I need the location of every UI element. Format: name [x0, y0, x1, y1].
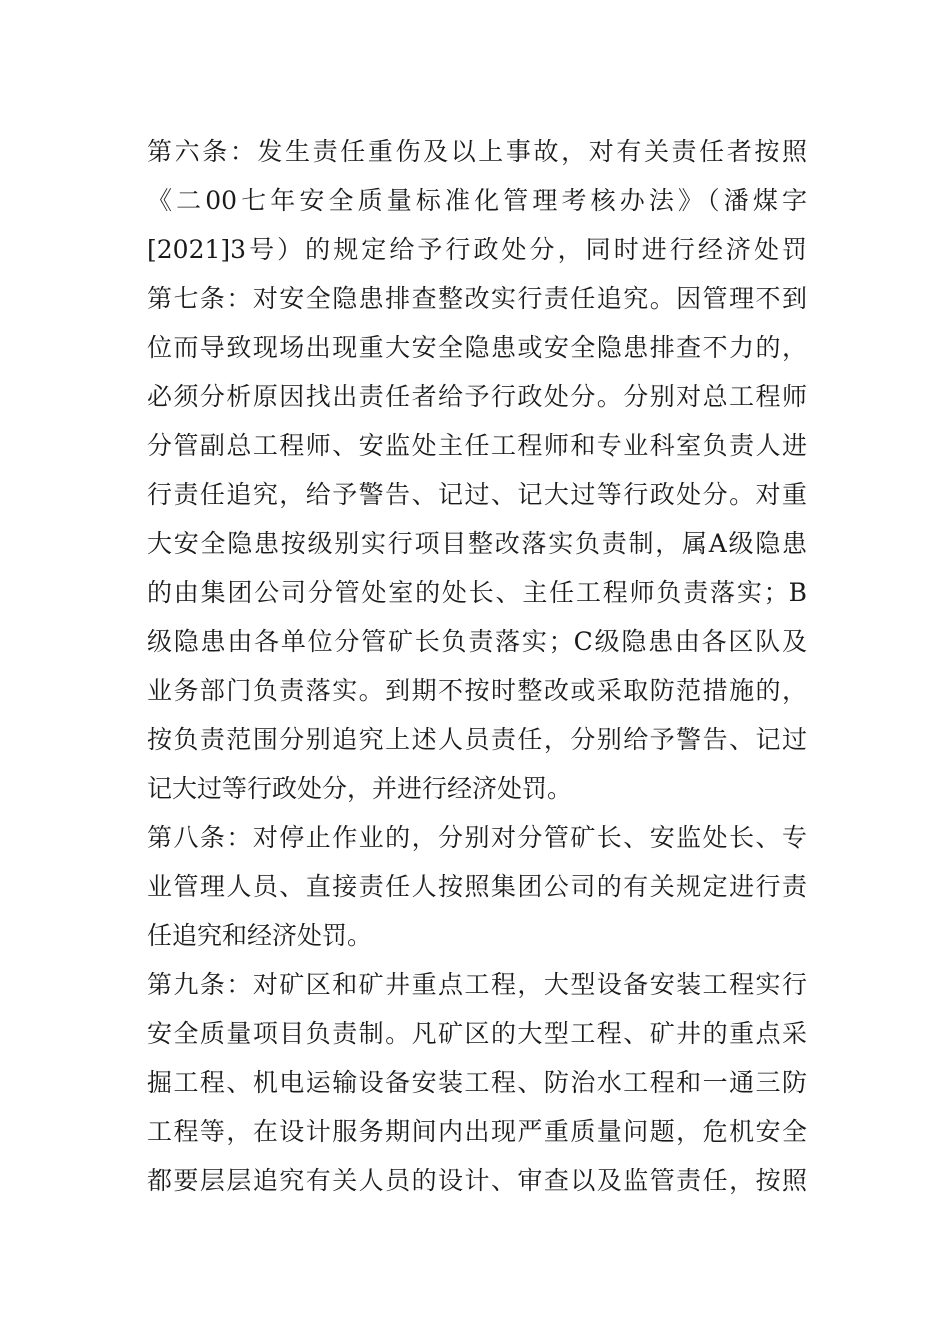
text-line: 工程等，在设计服务期间内出现严重质量问题，危机安全: [147, 1117, 807, 1146]
text-line: 记大过等行政处分，并进行经济处罚。: [147, 774, 573, 803]
text-line: 位而导致现场出现重大安全隐患或安全隐患排查不力的，: [147, 333, 807, 362]
text-line: 必须分析原因找出责任者给予行政处分。分别对总工程师: [147, 382, 807, 411]
text-line: 大安全隐患按级别实行项目整改落实负责制，属A级隐患: [147, 529, 807, 558]
text-line: 分管副总工程师、安监处主任工程师和专业科室负责人进: [147, 431, 807, 460]
text-line: 第七条：对安全隐患排查整改实行责任追究。因管理不到: [147, 284, 807, 313]
text-line: 任追究和经济处罚。: [147, 921, 373, 950]
text-line: 业务部门负责落实。到期不按时整改或采取防范措施的，: [147, 676, 807, 705]
text-line: 都要层层追究有关人员的设计、审查以及监管责任，按照: [147, 1166, 807, 1195]
text-line: 安全质量项目负责制。凡矿区的大型工程、矿井的重点采: [147, 1019, 807, 1048]
text-line: 业管理人员、直接责任人按照集团公司的有关规定进行责: [147, 872, 807, 901]
text-line: [2021]3号）的规定给予行政处分，同时进行经济处罚: [147, 235, 807, 264]
text-line: 按负责范围分别追究上述人员责任，分别给予警告、记过: [147, 725, 807, 754]
text-line: 第九条：对矿区和矿井重点工程，大型设备安装工程实行: [147, 970, 807, 999]
text-line: 第六条：发生责任重伤及以上事故，对有关责任者按照: [147, 137, 807, 166]
text-line: 行责任追究，给予警告、记过、记大过等行政处分。对重: [147, 480, 807, 509]
text-line: 《二00七年安全质量标准化管理考核办法》（潘煤字: [147, 186, 807, 215]
text-line: 掘工程、机电运输设备安装工程、防治水工程和一通三防: [147, 1068, 807, 1097]
text-line: 级隐患由各单位分管矿长负责落实；C级隐患由各区队及: [147, 627, 807, 656]
text-line: 第八条：对停止作业的，分别对分管矿长、安监处长、专: [147, 823, 807, 852]
text-line: 的由集团公司分管处室的处长、主任工程师负责落实；B: [147, 578, 807, 607]
